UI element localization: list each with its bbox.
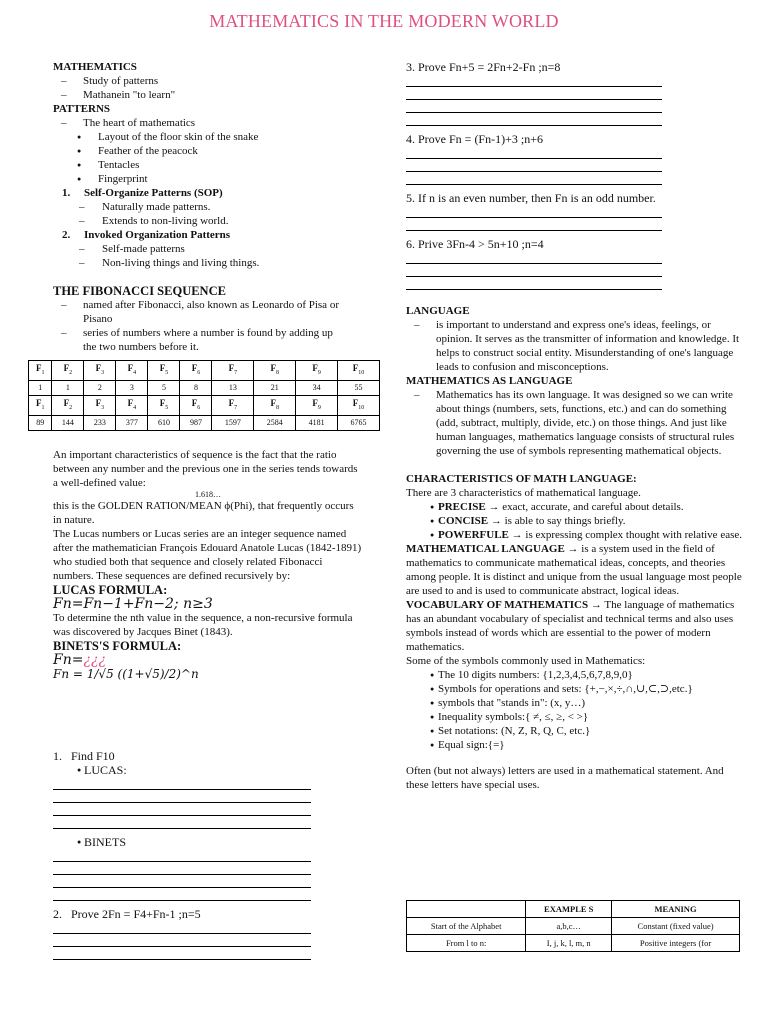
table-header-cell: $F_6$ (180, 395, 212, 415)
symbol-item: ● Symbols for operations and sets: {+,−,×,÷,∩,∪,⊂,⊃,etc.} (406, 682, 746, 696)
lucas-formula: Fn=Fn−1+Fn−2; n≥3 (53, 596, 213, 612)
table-header-cell: $F_{10}$ (338, 395, 380, 415)
golden-section (53, 448, 363, 681)
prove-6: 6. Prive 3Fn-4 > 5n+10 ;n=4 (406, 237, 544, 251)
list-item: – series of numbers where a number is found by adding up the two numbers before it. (53, 326, 353, 354)
table-cell: 21 (254, 380, 296, 395)
table-cell: 233 (84, 415, 116, 430)
table-cell: 144 (52, 415, 84, 430)
table-header-cell: MEANING (612, 901, 740, 918)
answer-line[interactable] (406, 74, 662, 87)
math-language-paragraph: MATHEMATICAL LANGUAGE → is a system used in the field of mathematics to communicate mathematical ideas, concepts, and theories among people. It is distinct and unique from the usual language most people are used to and is used to communicate abstract, logical ideas. (406, 543, 742, 597)
table-cell: From l to n: (407, 935, 526, 952)
table-header-cell: $F_2$ (52, 361, 84, 381)
table-header-cell: $F_5$ (148, 395, 180, 415)
table-cell: 610 (148, 415, 180, 430)
symbol-item: ● The 10 digits numbers: {1,2,3,4,5,6,7,8,9,0} (406, 668, 746, 682)
table-header-cell (407, 901, 526, 918)
table-header-cell: $F_3$ (84, 395, 116, 415)
find-f10: 1. Find F10 (53, 749, 115, 763)
binet-paragraph: To determine the nth value in the sequence, a non-recursive formula was discovered by Jacques Binet (1843). (53, 612, 353, 638)
list-item: ● Fingerprint (53, 172, 353, 186)
symbol-item: ● symbols that "stands in": (x, y…) (406, 696, 746, 710)
table-cell: 1 (29, 380, 52, 395)
prove-5: 5. If n is an even number, then Fn is an odd number. (406, 191, 656, 205)
answer-line[interactable] (406, 277, 662, 290)
table-cell: Start of the Alphabet (407, 918, 526, 935)
answer-line[interactable] (53, 875, 311, 888)
table-cell: 987 (180, 415, 212, 430)
table-cell: Positive integers (for (612, 935, 740, 952)
letters-paragraph: Often (but not always) letters are used in a mathematical statement. And these letters have special uses. (406, 765, 724, 791)
symbols-intro: Some of the symbols commonly used in Mathematics: (406, 655, 646, 667)
answer-line[interactable] (406, 159, 662, 172)
table-cell: 2 (84, 380, 116, 395)
golden-paragraph: An important characteristics of sequence is the fact that the ratio between any number and the previous one in the series tends towards a well-defined value: (53, 449, 358, 489)
list-item: – Naturally made patterns. (53, 200, 353, 214)
list-item: – Non-living things and living things. (53, 256, 353, 270)
page-title: MATHEMATICS IN THE MODERN WORLD (209, 11, 559, 31)
list-item: – Extends to non-living world. (53, 214, 353, 228)
mathematics-heading: MATHEMATICS (53, 61, 137, 73)
prove-3: 3. Prove Fn+5 = 2Fn+2-Fn ;n=8 (406, 60, 561, 74)
table-header-cell: $F_8$ (254, 361, 296, 381)
golden-paragraph-2: this is the GOLDEN RATION/MEAN ϕ(Phi), that frequently occurs in nature. (53, 500, 354, 526)
answer-line[interactable] (53, 934, 311, 947)
fibonacci-heading: THE FIBONACCI SEQUENCE (53, 284, 226, 298)
answer-line[interactable] (53, 849, 311, 862)
vocabulary-paragraph: VOCABULARY OF MATHEMATICS → The language of mathematics has an abundant vocabulary of specialist and technical terms and also uses symbols instead of words which are essential to the power of modern mathematics. (406, 599, 735, 653)
table-header-cell: $F_3$ (84, 361, 116, 381)
binet-formula-1: Fn=¿¿¿ (53, 652, 106, 668)
list-item: ● Feather of the peacock (53, 144, 353, 158)
answer-line[interactable] (53, 921, 311, 934)
table-cell: 8 (180, 380, 212, 395)
binet-heading: BINETS'S FORMULA: (53, 639, 182, 653)
sop-heading: 1. Self-Organize Patterns (SOP) (62, 187, 223, 199)
symbol-item: ● Inequality symbols:{ ≠, ≤, ≥, < >} (406, 710, 746, 724)
table-header-cell: $F_6$ (180, 361, 212, 381)
patterns-heading: PATTERNS (53, 103, 111, 115)
binet-formula-2: Fn = 1/√5 ((1+√5)/2)^n (53, 667, 199, 681)
table-cell: 3 (116, 380, 148, 395)
characteristic-item: ● CONCISE → is able to say things briefly. (406, 514, 746, 528)
left-column (53, 60, 353, 354)
table-header-cell: $F_1$ (29, 395, 52, 415)
list-item: – Mathanein "to learn" (53, 88, 353, 102)
symbol-item: ● Set notations: (N, Z, R, Q, C, etc.} (406, 724, 746, 738)
table-cell: 6765 (338, 415, 380, 430)
list-item: ● Layout of the floor skin of the snake (53, 130, 353, 144)
table-header-cell: $F_8$ (254, 395, 296, 415)
table-header-cell: EXAMPLE S (526, 901, 612, 918)
table-cell: a,b,c… (526, 918, 612, 935)
right-column (406, 60, 746, 792)
list-item: – Self-made patterns (53, 242, 353, 256)
table-cell: 1 (52, 380, 84, 395)
answer-line[interactable] (406, 172, 662, 185)
table-header-cell: $F_2$ (52, 395, 84, 415)
lucas-paragraph: The Lucas numbers or Lucas series are an integer sequence named after the mathematician François Edouard Anatole Lucas (1842-1891) who studied both that sequence and closely related Fibonacci numbers. These sequences are defined recursively by: (53, 528, 362, 582)
fibonacci-table (28, 360, 380, 431)
list-item: – named after Fibonacci, also known as Leonardo of Pisa or Pisano (53, 298, 353, 326)
lucas-heading: LUCAS FORMULA: (53, 583, 168, 597)
characteristics-intro: There are 3 characteristics of mathematical language. (406, 487, 641, 499)
answer-line[interactable] (406, 87, 662, 100)
table-header-cell: $F_9$ (296, 361, 338, 381)
table-cell: 2584 (254, 415, 296, 430)
table-cell: 55 (338, 380, 380, 395)
symbol-item: ● Equal sign:{=} (406, 738, 746, 752)
answer-line[interactable] (53, 790, 311, 803)
table-cell: 34 (296, 380, 338, 395)
table-header-cell: $F_4$ (116, 395, 148, 415)
table-header-cell: $F_4$ (116, 361, 148, 381)
list-item: – Study of patterns (53, 74, 353, 88)
iop-heading: 2. Invoked Organization Patterns (62, 229, 231, 241)
characteristic-item: ● PRECISE → exact, accurate, and careful about details. (406, 500, 746, 514)
answer-line[interactable] (53, 803, 311, 816)
characteristic-item: ● POWERFULE → is expressing complex thought with relative ease. (406, 528, 746, 542)
table-cell: 377 (116, 415, 148, 430)
list-item: – is important to understand and express one's ideas, feelings, or opinion. It serves as the transmitter of information and knowledge. It helps to construct social entity. Misunderstanding of one's language leads to confusion and misconceptions. (406, 318, 746, 374)
answer-line[interactable] (53, 816, 311, 829)
answer-line[interactable] (406, 100, 662, 113)
table-header-cell: $F_7$ (212, 361, 254, 381)
lucas-bullet: ● LUCAS: (53, 763, 311, 777)
table-header-cell: $F_{10}$ (338, 361, 380, 381)
table-cell: 5 (148, 380, 180, 395)
table-cell: 89 (29, 415, 52, 430)
binets-bullet: ● BINETS (53, 835, 311, 849)
table-cell: 4181 (296, 415, 338, 430)
answer-line[interactable] (406, 218, 662, 231)
characteristics-heading: CHARACTERISTICS OF MATH LANGUAGE: (406, 473, 637, 485)
answer-line[interactable] (53, 947, 311, 960)
prove-4: 4. Prove Fn = (Fn-1)+3 ;n+6 (406, 132, 543, 146)
list-item: ● Tentacles (53, 158, 353, 172)
golden-value: 1.618… (195, 490, 221, 499)
answer-line[interactable] (406, 264, 662, 277)
prove-2: 2. Prove 2Fn = F4+Fn-1 ;n=5 (53, 907, 201, 921)
math-as-language-heading: MATHEMATICS AS LANGUAGE (406, 375, 573, 387)
table-header-cell: $F_5$ (148, 361, 180, 381)
answer-line[interactable] (406, 251, 662, 264)
table-header-cell: $F_7$ (212, 395, 254, 415)
list-item: – The heart of mathematics (53, 116, 353, 130)
answer-line[interactable] (53, 862, 311, 875)
language-heading: LANGUAGE (406, 305, 470, 317)
table-header-cell: $F_9$ (296, 395, 338, 415)
answer-line[interactable] (53, 888, 311, 901)
table-header-cell: $F_1$ (29, 361, 52, 381)
answer-line[interactable] (406, 205, 662, 218)
answer-line[interactable] (406, 146, 662, 159)
exercises-left (53, 749, 311, 960)
list-item: – Mathematics has its own language. It was designed so we can write about things (numbers, sets, functions, etc.) and can do something (add, subtract, multiply, divide, etc.) on those things. And just like human languages, mathematics language consists of structural rules governing the use of symbols representing mathematical objects. (406, 388, 746, 458)
answer-line[interactable] (406, 113, 662, 126)
table-cell: Constant (fixed value) (612, 918, 740, 935)
table-cell: 13 (212, 380, 254, 395)
table-cell: I, j, k, l, m, n (526, 935, 612, 952)
letters-table (406, 900, 740, 952)
answer-line[interactable] (53, 777, 311, 790)
table-cell: 1597 (212, 415, 254, 430)
